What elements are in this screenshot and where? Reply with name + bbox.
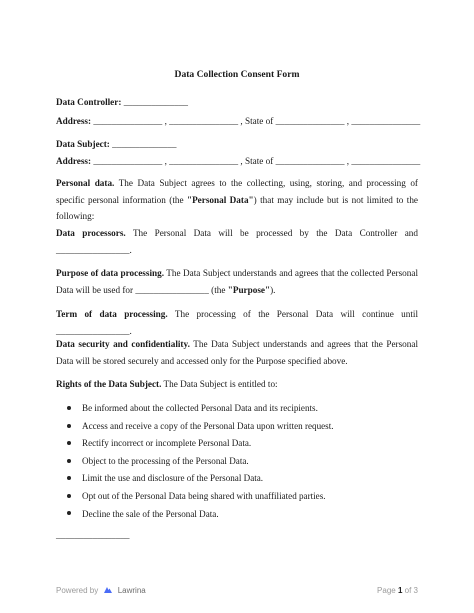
personal-data-paragraph <box>56 175 418 225</box>
purpose-term: "Purpose" <box>227 284 271 295</box>
page-word: Page <box>377 586 396 595</box>
rights-body: The Data Subject is entitled to: <box>161 379 278 389</box>
list-item <box>64 488 334 506</box>
term-paragraph <box>56 306 418 339</box>
list-item <box>64 506 334 524</box>
data-controller-label: Data Controller: <box>56 97 122 107</box>
purpose-body: The Data Subject understands and agrees that the collected Personal Data will be used for ________________ (the <box>56 268 419 295</box>
bullet-icon <box>67 459 71 463</box>
term-heading: Term of data processing. <box>56 309 168 319</box>
list-item-text: Object to the processing of the Personal Data. <box>82 455 249 466</box>
controller-address-label: Address: <box>56 116 92 126</box>
controller-address-line <box>56 116 420 127</box>
page-indicator <box>377 586 418 595</box>
list-item <box>64 470 334 488</box>
purpose-body-end: ). <box>270 284 276 295</box>
personal-data-body: The Data Subject agrees to the collecting, using, storing, and processing of specific personal information (the <box>56 178 418 205</box>
data-controller-blank: ______________ <box>121 97 189 107</box>
page-total: of 3 <box>404 586 418 595</box>
data-subject-line <box>56 139 176 150</box>
brand-name: Lawrina <box>117 586 146 595</box>
rights-list <box>64 400 334 523</box>
term-body: The processing of the Personal Data will continue until ________________. <box>56 309 418 336</box>
signature-blank: ________________ <box>56 530 130 540</box>
page-current: 1 <box>397 586 403 595</box>
personal-data-heading: Personal data. <box>56 178 115 188</box>
document-title: Data Collection Consent Form <box>174 69 300 80</box>
purpose-paragraph <box>56 265 418 298</box>
list-item-text: Rectify incorrect or incomplete Personal Data. <box>82 438 252 449</box>
list-item-text: Limit the use and disclosure of the Personal Data. <box>82 473 264 484</box>
powered-by <box>56 586 146 595</box>
purpose-heading: Purpose of data processing. <box>56 268 165 278</box>
personal-data-term: "Personal Data" <box>186 194 254 205</box>
list-item-text: Opt out of the Personal Data being shared with unaffiliated parties. <box>82 490 326 501</box>
page-footer <box>56 586 418 598</box>
security-paragraph <box>56 336 418 369</box>
processors-paragraph <box>56 225 418 258</box>
list-item-text: Decline the sale of the Personal Data. <box>82 508 219 519</box>
security-heading: Data security and confidentiality. <box>56 339 190 349</box>
list-item-text: Be informed about the collected Personal Data and its recipients. <box>82 403 318 413</box>
list-item <box>64 435 334 453</box>
subject-address-line <box>56 156 420 167</box>
lawrina-logo-icon <box>103 586 113 594</box>
subject-address-blanks: _______________ , _______________ , State of _______________ , _______________ <box>91 156 421 166</box>
list-item-text: Access and receive a copy of the Personal Data upon written request. <box>82 420 334 431</box>
list-item <box>64 453 334 471</box>
rights-paragraph <box>56 376 418 393</box>
bullet-icon <box>67 494 71 498</box>
personal-data-body-end: ) that may include but is not limited to the following: <box>56 194 418 221</box>
bullet-icon <box>67 511 71 515</box>
list-item <box>64 400 334 418</box>
processors-body: The Personal Data will be processed by the Data Controller and ________________. <box>56 228 418 255</box>
data-subject-label: Data Subject: <box>56 139 110 149</box>
data-subject-blank: ______________ <box>109 139 177 149</box>
processors-heading: Data processors. <box>56 228 126 238</box>
controller-address-blanks: _______________ , _______________ , State of _______________ , _______________ <box>91 116 421 126</box>
bullet-icon <box>67 406 71 410</box>
bullet-icon <box>67 441 71 445</box>
bullet-icon <box>67 476 71 480</box>
data-controller-line <box>56 97 188 108</box>
bullet-icon <box>67 424 71 428</box>
rights-heading: Rights of the Data Subject. <box>56 379 162 389</box>
subject-address-label: Address: <box>56 156 92 166</box>
powered-by-text: Powered by <box>56 586 99 595</box>
list-item <box>64 418 334 436</box>
security-body: The Data Subject understands and agrees that the Personal Data will be stored securely and accessed only for the Purpose specified above. <box>56 339 419 366</box>
